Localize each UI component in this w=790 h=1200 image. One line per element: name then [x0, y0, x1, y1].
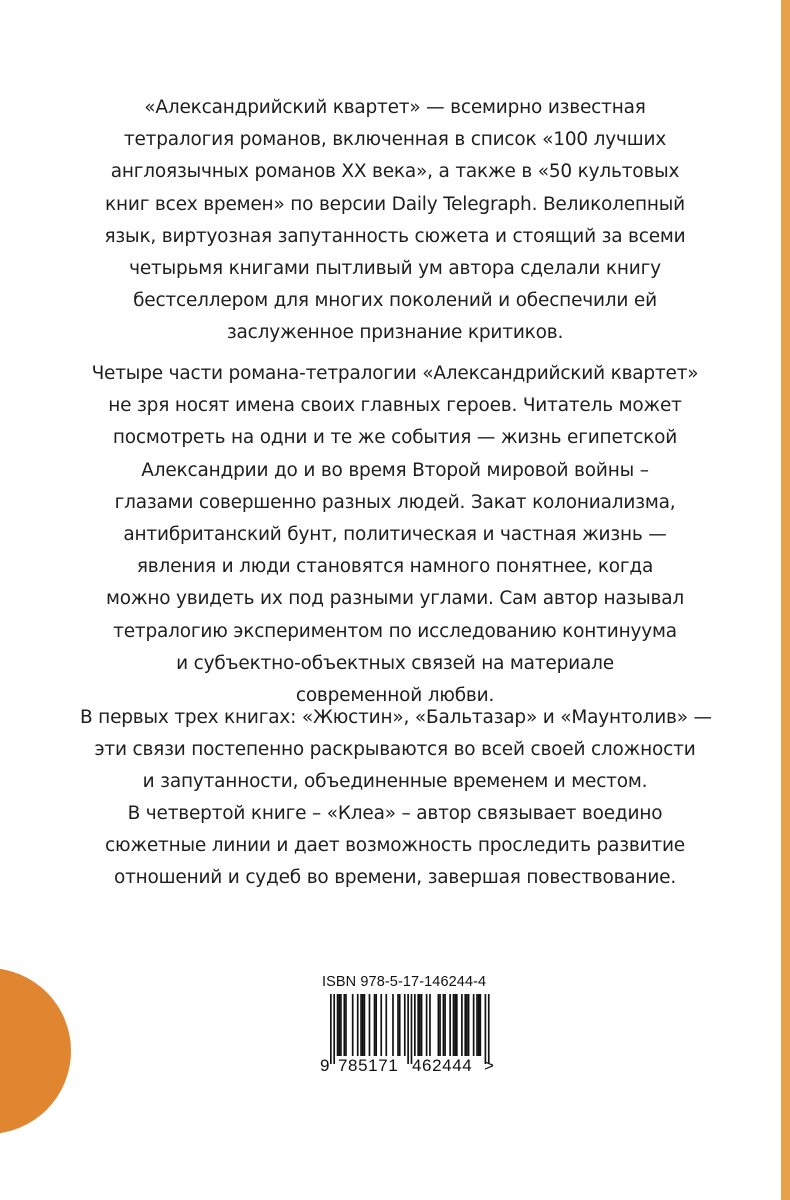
- text-line: англоязычных романов XX века», а также в «50 культовых: [110, 161, 680, 183]
- barcode-bar: [340, 994, 342, 1056]
- barcode-bar: [380, 994, 382, 1056]
- text-line: явления и люди становятся намного понятнее, когда: [136, 556, 654, 578]
- description-paragraph-2: [80, 358, 710, 712]
- text-line: Четыре части романа-тетралогии «Александрийский квартет»: [91, 363, 699, 384]
- text-line: современной любви.: [295, 685, 495, 707]
- barcode-bar: [360, 994, 362, 1056]
- barcode-bar: [453, 994, 455, 1056]
- barcode-bar: [392, 994, 394, 1056]
- barcode-bar: [468, 994, 470, 1056]
- barcode-bar: [357, 994, 359, 1056]
- barcode-bar: [362, 994, 364, 1056]
- text-line: Александрии до и во время Второй мировой войны –: [141, 459, 649, 481]
- text-line: можно увидеть их под разными углами. Сам автор называл: [105, 588, 685, 610]
- text-line: и субъектно-объектных связей на материале: [176, 652, 614, 674]
- text-line: сюжетные линии и дает возможность проследить развитие: [105, 835, 685, 857]
- barcode-digits-right: 462444: [412, 1056, 473, 1075]
- text-line: отношений и судеб во времени, завершая повествование.: [113, 867, 677, 889]
- text-line: «Александрийский квартет» — всемирно известная: [144, 97, 646, 118]
- barcode-digit-first: 9: [320, 1056, 330, 1075]
- text-line: книг всех времен» по версии Daily Telegraph. Великолепный: [105, 193, 685, 215]
- barcode-bar: [456, 994, 458, 1056]
- barcode-bar: [478, 994, 480, 1056]
- barcode-bar: [464, 994, 466, 1056]
- barcode-bar: [454, 994, 456, 1056]
- barcode-bar: [374, 994, 376, 1056]
- barcode-guard-bar: [407, 994, 409, 1064]
- barcode-guard-bar: [488, 994, 490, 1064]
- barcode-bar: [343, 994, 345, 1056]
- text-line: посмотреть на одни и те же события — жизнь египетской: [112, 427, 678, 449]
- cover-edge-stripe: [781, 0, 790, 1200]
- barcode-bar: [385, 994, 387, 1056]
- barcode-bar: [364, 994, 366, 1056]
- barcode-guard-bar: [411, 994, 413, 1064]
- barcode-bar: [480, 994, 482, 1056]
- description-paragraph-3: [80, 702, 710, 799]
- barcode-bar: [439, 994, 441, 1056]
- text-line: эти связи постепенно раскрываются во всей своей сложности: [94, 739, 696, 761]
- text-line: В первых трех книгах: «Жюстин», «Бальтазар» и «Маунтолив» —: [80, 707, 712, 728]
- barcode-bar: [444, 994, 446, 1056]
- text-line: заслуженное признание критиков.: [226, 322, 564, 344]
- barcode-bar: [429, 994, 431, 1056]
- barcode-bar: [443, 994, 445, 1056]
- barcode-bar: [369, 994, 371, 1056]
- barcode-bar: [476, 994, 478, 1056]
- barcode-bar: [466, 994, 468, 1056]
- text-line: тетралогию экспериментом по исследованию континуума: [113, 620, 677, 642]
- barcode-bar: [426, 994, 428, 1056]
- text-line: В четвертой книге – «Клеа» – автор связывает воедино: [127, 803, 663, 824]
- barcode-bar: [345, 994, 347, 1056]
- barcode-bar: [449, 994, 451, 1056]
- barcode-bar: [375, 994, 377, 1056]
- barcode-bar: [399, 994, 401, 1056]
- barcode-bar: [397, 994, 399, 1056]
- barcode-bar: [338, 994, 340, 1056]
- barcode-guard-bar: [330, 994, 332, 1064]
- barcode-bar: [419, 994, 421, 1056]
- text-line: не зря носят имена своих главных героев. Читатель может: [108, 395, 682, 417]
- text-line: и запутанности, объединенные временем и местом.: [142, 771, 648, 793]
- barcode-bar: [404, 994, 406, 1056]
- text-line: тетралогия романов, включенная в список «100 лучших: [123, 129, 667, 151]
- text-line: бестселлером для многих поколений и обеспечили ей: [133, 290, 657, 312]
- barcode-bar: [421, 994, 423, 1056]
- orange-circle-decoration: [0, 968, 71, 1134]
- text-line: язык, виртуозная запутанность сюжета и стоящий за всеми: [104, 225, 686, 247]
- barcode-bar: [473, 994, 475, 1056]
- description-paragraph-4: [80, 798, 710, 895]
- text-line: четырьмя книгами пытливый ум автора сделали книгу: [129, 258, 661, 280]
- description-paragraph-1: [80, 92, 710, 350]
- barcode-bar: [337, 994, 339, 1056]
- barcode-bar: [414, 994, 416, 1056]
- barcode-guard-bar: [333, 994, 335, 1064]
- text-line: глазами совершенно разных людей. Закат колониализма,: [114, 491, 676, 513]
- barcode-digits-left: 785171: [338, 1056, 399, 1075]
- barcode-bar: [417, 994, 419, 1056]
- isbn-barcode: [318, 974, 498, 1082]
- barcode-bar: [438, 994, 440, 1056]
- barcode-digit-end: >: [484, 1056, 494, 1075]
- barcode-guard-bar: [485, 994, 487, 1064]
- barcode-bar: [461, 994, 463, 1056]
- text-line: антибританский бунт, политическая и частная жизнь —: [123, 524, 667, 546]
- barcode-bar: [352, 994, 354, 1056]
- isbn-label: ISBN 978-5-17-146244-4: [322, 974, 487, 990]
